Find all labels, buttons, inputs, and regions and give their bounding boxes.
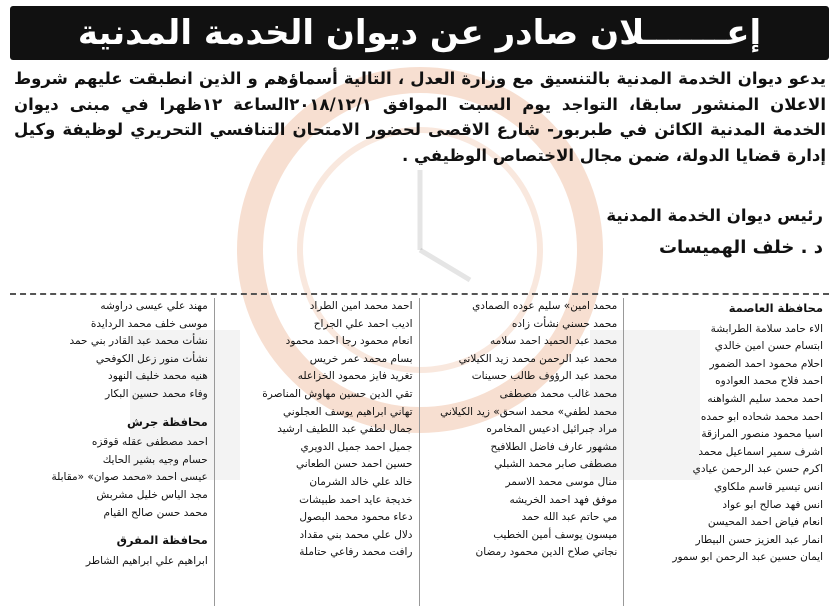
candidate-name: جميل احمد جميل الدويري <box>300 440 413 453</box>
section-gap <box>16 522 208 530</box>
candidate-name: مجد الياس خليل مشربش <box>96 488 208 501</box>
candidate-name: دلال علي محمد بني مقداد <box>299 528 413 541</box>
candidate-name: محمد عبد الرؤوف طالب حسينات <box>471 370 618 383</box>
candidate-name: الاء حامد سلامة الطرابشة <box>710 322 823 335</box>
candidate-name: بسام محمد عمر خريس <box>309 352 413 365</box>
candidate-name: محمد حسن صالح القيام <box>103 506 208 519</box>
candidate-name: ايمان حسين عبد الرحمن ابو سمور <box>672 551 823 564</box>
names-column <box>10 298 215 606</box>
candidate-name: اسيا محمود منصور المرازقة <box>701 428 823 441</box>
candidate-name: انعام محمود رجا احمد محمود <box>285 335 413 348</box>
candidate-name: محمد غالب محمد مصطفى <box>499 387 618 400</box>
candidate-name: ميسون يوسف أمين الخطيب <box>493 528 618 541</box>
governorate-heading: محافظة العاصمة <box>728 301 823 315</box>
candidate-name: احلام محمود احمد الضمور <box>709 357 823 370</box>
candidate-name: انمار عبد العزيز حسن البيطار <box>695 533 823 546</box>
candidate-name: انعام فياض احمد المحيسن <box>707 516 823 529</box>
candidate-name: مهند علي عيسى دراوشه <box>100 300 208 312</box>
candidate-name: تقي الدين حسين مهاوش المناصرة <box>262 387 413 400</box>
candidate-name: جمال لطفي عبد اللطيف ارشيد <box>277 423 413 436</box>
signature-title: رئيس ديوان الخدمة المدنية <box>606 206 823 225</box>
candidate-name: هنيه محمد خليف النهود <box>108 370 208 383</box>
candidate-name: خالد علي خالد الشرمان <box>309 475 413 488</box>
candidate-name: احمد مصطفى عقله قوقزه <box>91 436 208 449</box>
governorate-heading: محافظة المفرق <box>116 533 208 548</box>
candidate-name: محمد حسني نشأت زاده <box>511 317 618 330</box>
candidate-name: مراد جبرائيل ادعيس المخامره <box>486 423 618 436</box>
candidate-name: ابتسام حسن امين خالدي <box>714 340 823 353</box>
candidate-name: احمد محمد امين الطراد <box>309 300 413 312</box>
candidate-name: احمد محمد سليم الشواهنه <box>707 392 823 405</box>
candidate-name: تغريد فايز محمود الخزاعله <box>297 370 413 383</box>
candidate-name: احمد فلاح محمد العوادوه <box>715 375 823 388</box>
body-paragraph: يدعو ديوان الخدمة المدنية بالتنسيق مع وزارة العدل ، التالية أسماؤهم و الذين انطبقت عليهم شروط الاعلان المنشور سابقا، التواجد يوم السبت الموافق ٢٠١٨/١٢/١الساعة ١٢ظهرا في مبنى ديوان الخدمة المدنية الكائن في طبربور- شارع الاقصى لحضور الامتحان التنافسي التحريري لوظيفة وكيل إدارة قضايا الدولة، ضمن مجال الاختصاص الوظيفي . <box>14 69 827 165</box>
announcement-title: إعـــــــلان صادر عن ديوان الخدمة المدنية <box>77 13 762 53</box>
candidate-name: محمد لطفي» محمد اسحق» زيد الكيلاني <box>440 405 618 418</box>
candidate-name: موسى خلف محمد الردايدة <box>90 317 208 330</box>
candidate-name: وفاء محمد حسين البكار <box>105 387 208 400</box>
candidate-name: انس تيسير قاسم ملكاوي <box>713 480 823 493</box>
signature-name: د . خلف الهميسات <box>658 237 823 258</box>
header-banner <box>10 6 829 60</box>
names-column <box>215 298 420 606</box>
candidate-name: اديب احمد علي الجراح <box>313 317 413 330</box>
candidate-name: رافت محمد رفاعي حتاملة <box>299 546 413 559</box>
candidate-name: موفق فهد احمد الخريشه <box>509 493 618 506</box>
candidate-name: نجاتي صلاح الدين محمود رمضان <box>475 546 618 559</box>
candidate-name: اشرف سمير اسماعيل محمد <box>698 445 823 458</box>
names-columns <box>10 298 829 606</box>
candidate-name: مشهور عارف فاضل الطلافيح <box>490 440 618 453</box>
candidate-name: احمد محمد شحاده ابو حمده <box>700 410 823 423</box>
candidate-name: نشأت منور زعل الكوفحي <box>95 352 208 365</box>
candidate-name: محمد عبد الحميد احمد سلامه <box>490 335 618 348</box>
candidate-name: محمد عبد الرحمن محمد زيد الكيلاني <box>458 352 618 365</box>
candidate-name: دعاء محمود محمد البصول <box>299 511 413 524</box>
names-column <box>420 298 625 606</box>
candidate-name: تهاني ابراهيم يوسف العجلوني <box>283 405 413 418</box>
candidate-name: اكرم حسن عبد الرحمن عيادي <box>692 463 823 476</box>
candidate-name: حسين احمد حسن الطعاني <box>295 458 413 471</box>
governorate-heading: محافظة جرش <box>127 414 208 429</box>
candidate-name: محمد امين» سليم عوده الصمادي <box>472 300 618 312</box>
candidate-name: منال موسى محمد الاسمر <box>505 475 618 488</box>
candidate-name: مي حاتم عبد الله حمد <box>521 511 618 524</box>
section-divider <box>10 293 829 295</box>
candidate-name: خديجة عايد احمد طبيشات <box>299 493 413 506</box>
section-gap <box>16 404 208 412</box>
candidate-name: نشأت محمد عبد القادر بني حمد <box>69 335 208 348</box>
candidate-name: ابراهيم علي ابراهيم الشاطر <box>85 554 208 567</box>
candidate-name: مصطفى صابر محمد الشبلي <box>494 458 618 471</box>
candidate-name: حسام وجيه بشير الحايك <box>102 453 208 466</box>
candidate-name: انس فهد صالح ابو عواد <box>722 498 823 511</box>
candidate-name: عيسى احمد «محمد صوان» «مقابلة <box>51 471 208 484</box>
names-column <box>624 298 829 606</box>
announcement-body <box>14 66 826 168</box>
